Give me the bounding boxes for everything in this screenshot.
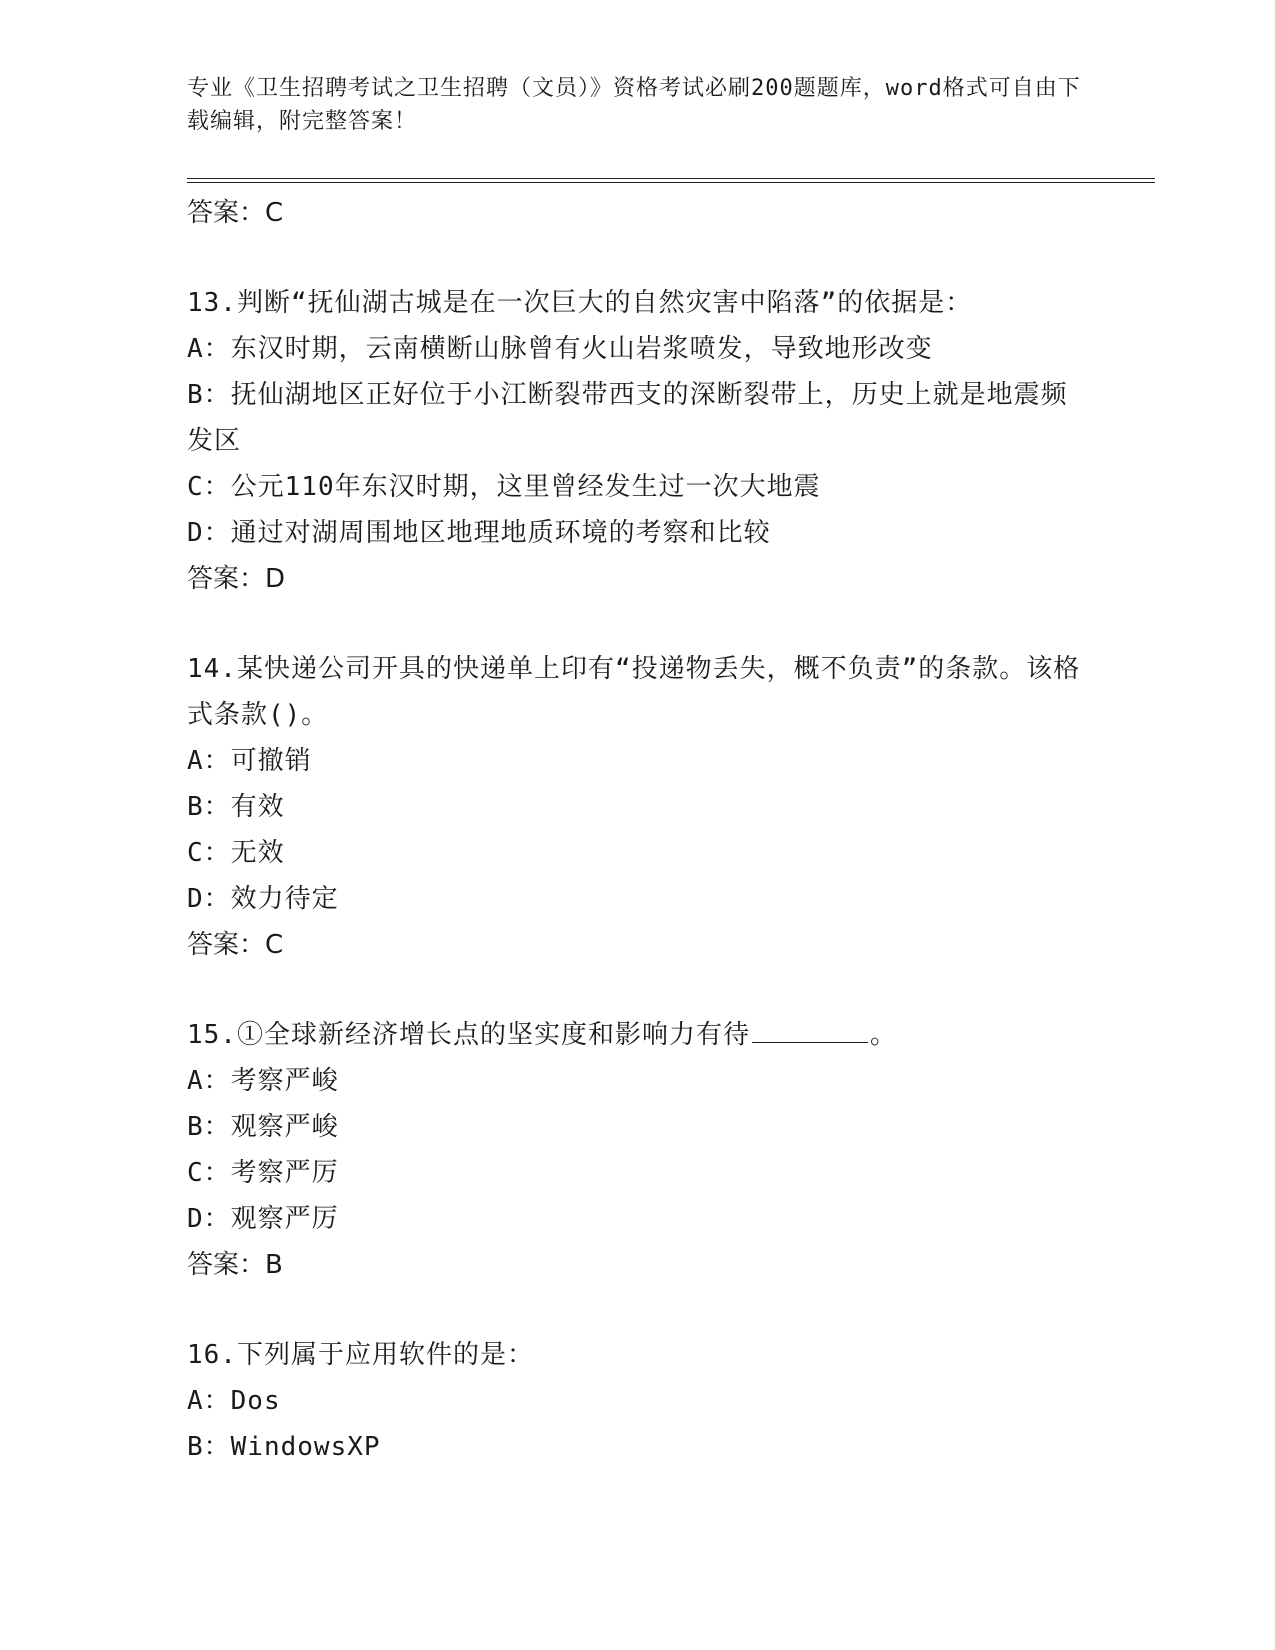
question-14 — [187, 646, 1087, 968]
header-divider — [187, 178, 1155, 183]
option-a: A：东汉时期，云南横断山脉曾有火山岩浆喷发，导致地形改变 — [187, 334, 933, 364]
option-c: C：无效 — [187, 838, 285, 868]
answer-line: 答案：C — [187, 930, 284, 960]
question-13 — [187, 280, 1087, 602]
fill-blank — [752, 1016, 868, 1043]
option-a: A：考察严峻 — [187, 1066, 339, 1096]
question-stem: 13.判断“抚仙湖古城是在一次巨大的自然灾害中陷落”的依据是： — [187, 288, 973, 318]
question-15 — [187, 1012, 1087, 1288]
option-b: B：抚仙湖地区正好位于小江断裂带西支的深断裂带上，历史上就是地震频发区 — [187, 380, 1068, 456]
document-body — [187, 190, 1087, 1470]
question-16 — [187, 1332, 1087, 1470]
option-a: A：Dos — [187, 1386, 281, 1416]
option-b: B：观察严峻 — [187, 1112, 339, 1142]
stem-text: 15.①全球新经济增长点的坚实度和影响力有待 — [187, 1020, 750, 1050]
question-stem — [187, 1012, 1087, 1058]
answer-line: 答案：B — [187, 1250, 283, 1280]
question-stem: 14.某快递公司开具的快递单上印有“投递物丢失，概不负责”的条款。该格式条款()。 — [187, 654, 1081, 730]
option-b: B：WindowsXP — [187, 1432, 381, 1462]
option-d: D：观察严厉 — [187, 1204, 339, 1234]
page-header — [187, 72, 1087, 138]
stem-end: 。 — [869, 1020, 897, 1050]
option-d: D：通过对湖周围地区地理地质环境的考察和比较 — [187, 518, 771, 548]
document-title: 专业《卫生招聘考试之卫生招聘（文员）》资格考试必刷200题题库，word格式可自由下载编辑，附完整答案！ — [187, 76, 1081, 134]
option-c: C：公元110年东汉时期，这里曾经发生过一次大地震 — [187, 472, 821, 502]
answer-line: 答案：D — [187, 564, 286, 594]
previous-answer: 答案：C — [187, 198, 284, 228]
option-b: B：有效 — [187, 792, 285, 822]
option-a: A：可撤销 — [187, 746, 312, 776]
option-c: C：考察严厉 — [187, 1158, 339, 1188]
question-stem: 16.下列属于应用软件的是： — [187, 1340, 534, 1370]
option-d: D：效力待定 — [187, 884, 339, 914]
